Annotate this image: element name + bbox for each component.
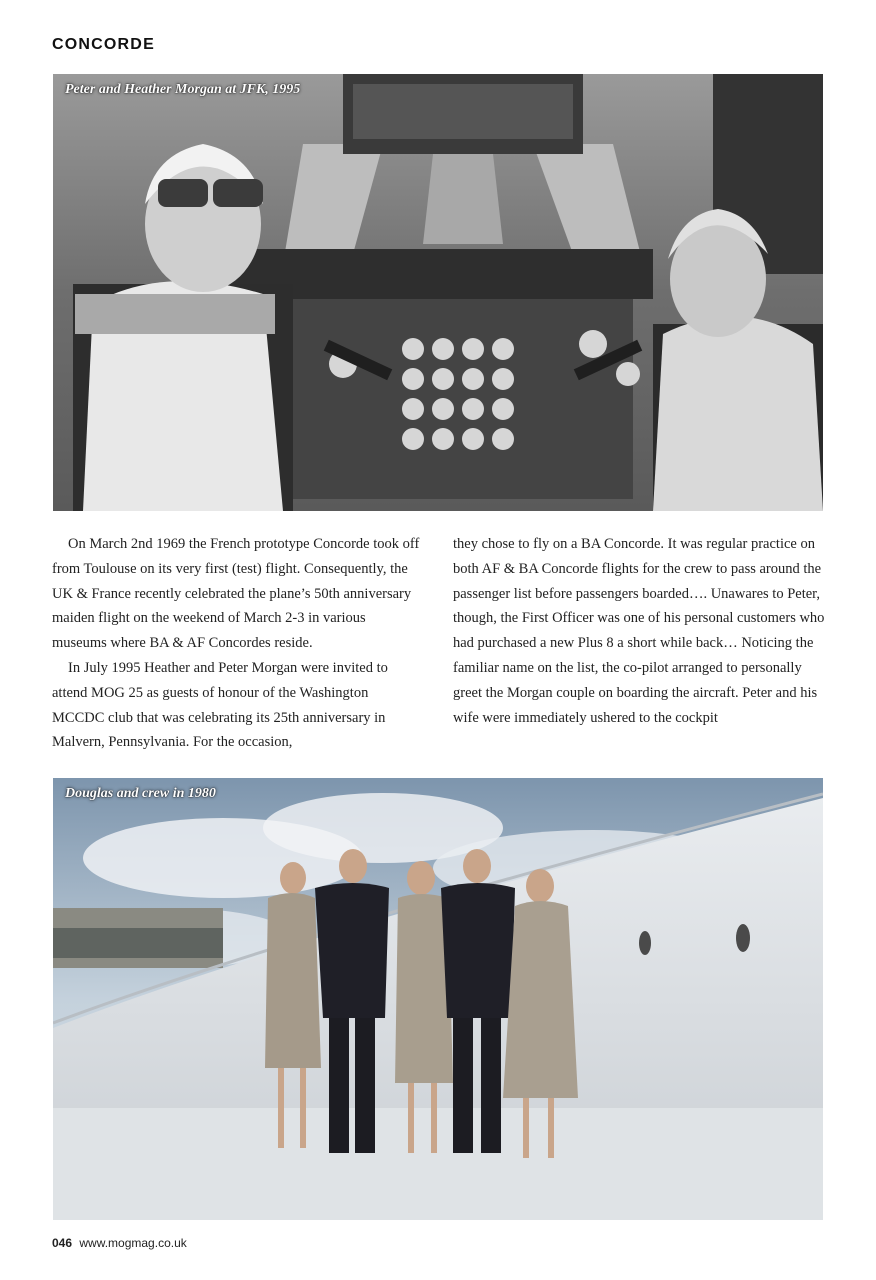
cockpit-photo-image (53, 74, 823, 511)
website-url: www.mogmag.co.uk (79, 1236, 187, 1250)
crew-photo-image (53, 778, 823, 1220)
article-right-column (453, 532, 825, 730)
cockpit-photo (53, 74, 823, 511)
crew-photo-caption: Douglas and crew in 1980 (65, 786, 216, 801)
cockpit-photo-caption: Peter and Heather Morgan at JFK, 1995 (65, 82, 301, 97)
crew-photo (53, 778, 823, 1220)
page-number: 046 (52, 1236, 73, 1250)
article-paragraph: they chose to fly on a BA Concorde. It was regular practice on both AF & BA Concorde flights for the crew to pass around the passenger list before passengers boarded…. Unawares to Peter, though, the First Officer was one of his personal customers who had purchased a new Plus 8 a short while back… Noticing the familiar name on the list, the co-pilot arranged to personally greet the Morgan couple on boarding the aircraft. Peter and his wife were immediately ushered to the cockpit (453, 536, 825, 726)
page-footer (52, 1236, 187, 1250)
article-paragraph: On March 2nd 1969 the French prototype Concorde took off from Toulouse on its very first (test) flight. Consequently, the UK & France recently celebrated the plane’s 50th anniversary maiden flight on the weekend of March 2-3 in various museums where BA & AF Concordes reside. (52, 536, 420, 652)
article-paragraph: In July 1995 Heather and Peter Morgan were invited to attend MOG 25 as guests of honour of the Washington MCCDC club that was celebrating its 25th anniversary in Malvern, Pennsylvania. For the occasion, (52, 659, 388, 751)
article-left-column (52, 532, 424, 755)
section-title: CONCORDE (52, 36, 155, 53)
